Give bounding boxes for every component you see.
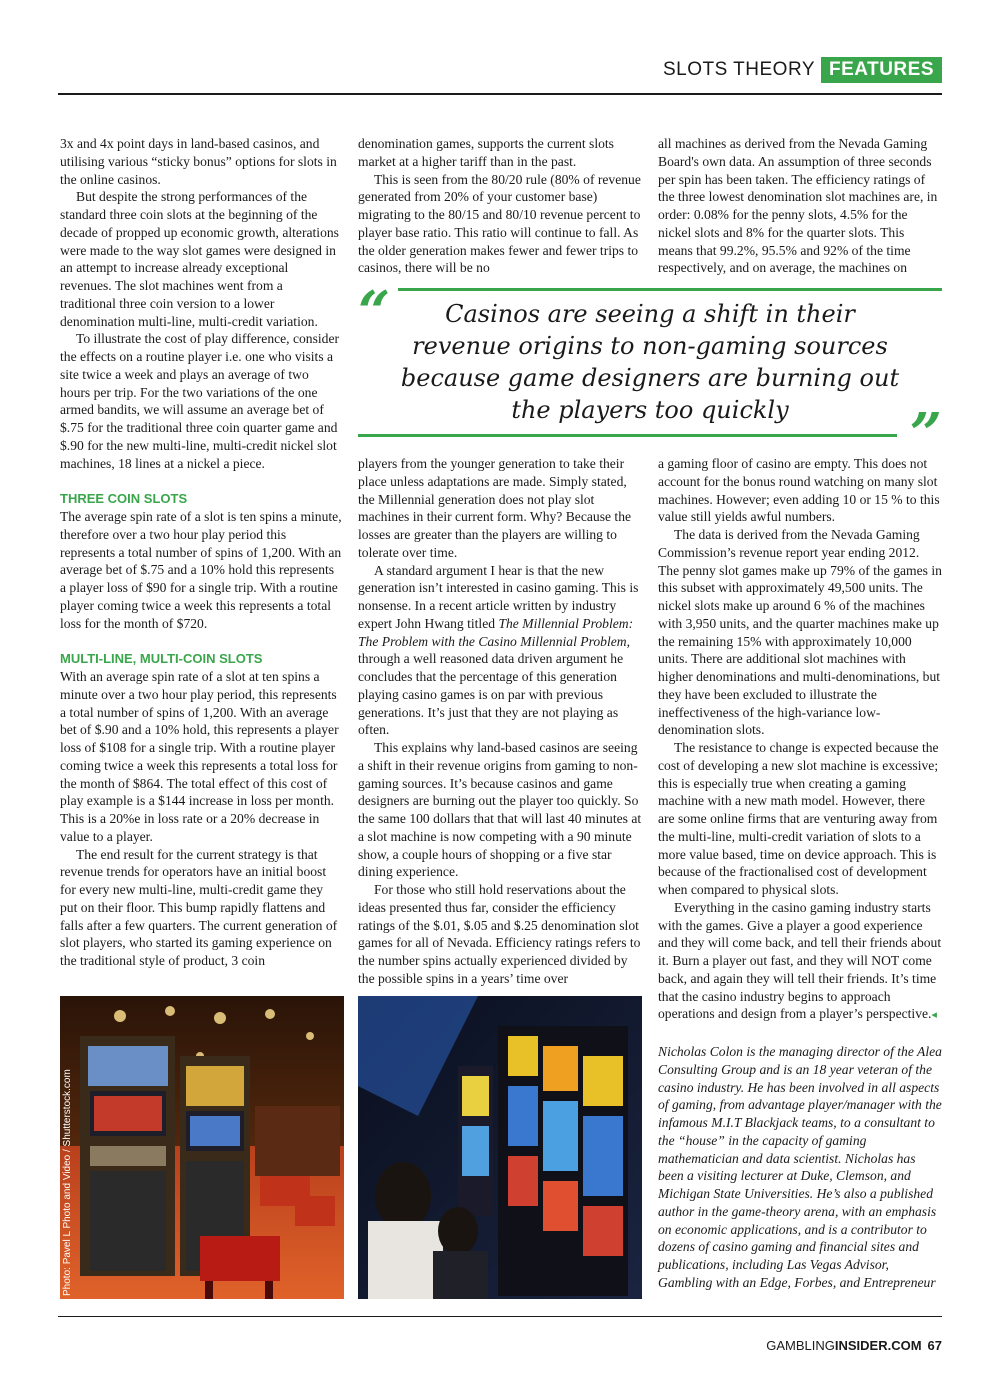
paragraph: To illustrate the cost of play difference, consider the effects on a routine player i.e. one who visits a site twice a week and plays an average of two hours per trip. For the two variations of the one armed bandits, we will assume an average bet of $.75 for the traditional three coin quarter game and $.90 for the new multi-line, multi-credit nickel slot machines, 18 lines at a nickel a piece. — [60, 331, 340, 471]
photo-credit: Photo: Pavel L Photo and Video / Shutterstock.com — [62, 1069, 73, 1296]
paragraph: Everything in the casino gaming industry starts with the games. Give a player a good experience and they will come back, and tell their friends about it. Burn a player out fast, and they will NOT come back, and again they will tell their friends. It’s time that the casino industry begins to approach operations and design from a player’s perspective.◂ — [658, 899, 942, 1022]
footer-brand-b: INSIDER.COM — [834, 1338, 922, 1353]
paragraph: The end result for the current strategy is that revenue trends for operators have an initial boost for every new multi-line, multi-credit game they put on their floor. This bump rapidly flattens and falls after a few quarters. The current generation of slot players, who started its gaming experience on the traditional style of product, 3 coin — [60, 846, 338, 968]
column-2-top — [358, 135, 642, 277]
paragraph: all machines as derived from the Nevada Gaming Board's own data. An assumption of three seconds per spin has been taken. The efficiency ratings of the three lowest denomination slot machines are, in order: 0.08% for the penny slots, 4.5% for the nickel slots and 8% for the quarter slots. This means that 99.2%, 95.5% and 92% of the time respectively, and on average, the machines on — [658, 136, 938, 276]
close-quote-mark: ” — [909, 401, 942, 467]
open-quote-mark: “ — [358, 279, 391, 345]
paragraph: This is seen from the 80/20 rule (80% of revenue generated from 20% of your customer base) migrating to the 80/15 and 80/10 revenue percent to player base ratio. This ratio will continue to fall. As the older generation makes fewer and fewer trips to casinos, there will be no — [358, 171, 641, 276]
author-bio: Nicholas Colon is the managing director of the Alea Consulting Group and is an 18 year veteran of the casino industry. He has been involved in all aspects of gaming, from advantage player/manager with the infamous M.I.T Blackjack teams, to a consultant to the “house” in the capacity of gaming mathematician and data scientist. Nicholas has been a visiting lecturer at Duke, Clemson, and Michigan State Universities. He’s also a published author in the game-theory arena, with an emphasis on economic applications, and is a contributor to dozens of casino gaming and financial sites and publications, including Las Vegas Advisor, Gambling with an Edge, Forbes, and Entrepreneur — [658, 1044, 942, 1290]
slot-machines-photo — [358, 996, 642, 1299]
quote-rule-bottom — [358, 434, 897, 437]
paragraph: The data is derived from the Nevada Gaming Commission’s revenue report year ending 2012. The penny slot games make up 79% of the games in this subset with approximately 49,500 units. The nickel slots make up around 6 % of the machines with 3,950 units, and the quarter machines make up the remaining 15% with approximately 10,000 units. There are additional slot machines with higher denominations and multi-denominations, but they have been excluded to illustrate the ineffectiveness of the high-variance low-denomination slots. — [658, 527, 942, 738]
pull-quote-text: Casinos are seeing a shift in their revenue origins to non-gaming sources because game designers are burning out the players too quickly — [400, 300, 900, 424]
paragraph: This explains why land-based casinos are seeing a shift in their revenue origins from gaming to non-gaming sources. It’s because casinos and game designers are burning out the player too quickly. So the same 100 dollars that that will last 40 minutes at a slot machine is now competing with a 90 minute show, a couple hours of shopping or a five star dining experience. — [358, 740, 642, 880]
subheading-multi-line: MULTI-LINE, MULTI-COIN SLOTS — [60, 651, 263, 667]
paragraph: The resistance to change is expected because the cost of developing a new slot machine is excessive; this is especially true when creating a gaming machine with a new math model. However, there are some online firms that are venturing away from the multi-line, multi-credit variation of slots to a more value based, time on device approach. This is because of the fractionalised cost of development when compared to physical slots. — [658, 740, 939, 897]
features-tag: FEATURES — [821, 57, 942, 83]
paragraph: The average spin rate of a slot is ten spins a minute, therefore over a two hour play period this represents a total number of spins of 1,200. With an average bet of $.75 and a 10% hold this represents a player loss of $90 for a single trip. With a routine player coming twice a week this represents a total loss for the month of $720. — [60, 509, 342, 631]
paragraph: But despite the strong performances of the standard three coin slots at the beginning of the decade of propped up economic growth, alterations were made to the way slot games were designed in an attempt to increase already exceptional revenues. The slot machines went from a traditional three coin version to a lower denomination multi-line, multi-credit variation. — [60, 189, 339, 329]
column-2 — [358, 455, 642, 988]
paragraph: players from the younger generation to take their place unless adaptations are made. Simply stated, the Millennial generation does not play slot machines in their current form. Why? Because the losses are greater than the players are willing to tolerate over time. — [358, 456, 632, 560]
paragraph: denomination games, supports the current slots market at a higher tariff than in the past. — [358, 136, 614, 169]
subheading-three-coin: THREE COIN SLOTS — [60, 491, 188, 507]
section-header — [663, 55, 942, 85]
column-1 — [60, 135, 342, 970]
page-number: 67 — [927, 1338, 942, 1353]
end-of-article-icon: ◂ — [931, 1009, 937, 1022]
casino-floor-photo — [60, 996, 344, 1299]
pull-quote — [358, 279, 942, 467]
section-title: SLOTS THEORY — [662, 59, 816, 80]
footer-rule — [58, 1316, 942, 1317]
column-3 — [658, 455, 942, 1292]
paragraph: 3x and 4x point days in land-based casinos, and utilising various “sticky bonus” options for slots in the online casinos. — [60, 136, 337, 187]
header-rule — [58, 93, 942, 95]
paragraph: For those who still hold reservations about the ideas presented thus far, consider the efficiency ratings of the $.01, $.05 and $.25 denomination slot games for all of Nevada. Efficiency ratings refers to the number spins actually experienced divided by the possible spins in a years’ time over — [358, 882, 641, 986]
page-footer — [766, 1338, 942, 1353]
paragraph: a gaming floor of casino are empty. This does not account for the bonus round watching on many slot machines. However; even adding 10 or 15 % to this value still yields awful numbers. — [658, 456, 940, 525]
article-title: The Millennial Problem: The Problem with the Casino Millennial Problem — [358, 615, 634, 649]
paragraph: With an average spin rate of a slot at ten spins a minute over a two hour play period, this represents a total number of spins of 1,200. With an average bet of $.90 and a 10% hold, this represents a player loss of $108 for a single trip. With a routine player coming twice a week this represents a total loss for the month of $864. The total effect of this cost of play example is a $144 increase in loss per month. This is a 20%e in loss rate or a 20% decrease in value to a player. — [60, 669, 339, 844]
column-3-top — [658, 135, 942, 277]
paragraph: A standard argument I hear is that the new generation isn’t interested in casino gaming. This is nonsense. In a recent article written by industry expert John Hwang titled The Millennial Problem: The Problem with the Casino Millennial Problem, through a well reasoned data driven argument he concludes that the percentage of this generation playing casino games is on par with previous generations. It’s just that they are not playing as often. — [358, 562, 639, 738]
footer-brand-a: GAMBLING — [766, 1338, 835, 1353]
quote-rule-top — [398, 288, 942, 291]
